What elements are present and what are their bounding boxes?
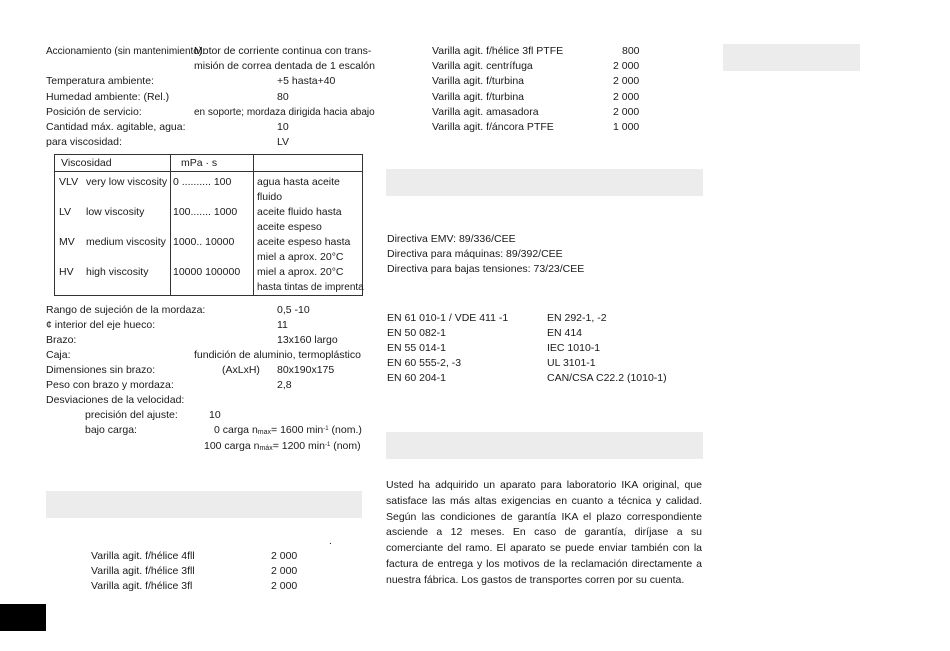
- table-cell-name: high viscosity: [86, 266, 149, 278]
- standard-item: EN 61 010-1 / VDE 411 -1: [387, 312, 509, 324]
- spec-humidity-label: Humedad ambiente: (Rel.): [46, 91, 170, 103]
- table-cell-code: VLV: [59, 176, 79, 188]
- table-cell-range: 100....... 1000: [173, 206, 238, 218]
- directive-item: Directiva EMV: 89/336/CEE: [387, 233, 516, 245]
- table-cell-desc: agua hasta aceite: [257, 176, 340, 188]
- warranty-text: Usted ha adquirido un aparato para laboratorio IKA original, que satisface las más altas exigencias en cuanto a técnica y calidad. Según las condiciones de garantía IKA el plazo correspondiente asciende a 12 meses. En caso de garantía, diríjase a su comerciante del ramo. El aparato se puede enviar también con la factura de entrega y los motivos de la reclamación directamente a nuestra fábrica. Los gastos de transportes corren por su cuenta.: [386, 479, 702, 586]
- standard-item: EN 414: [547, 327, 583, 339]
- spec-dimensions-value: 80x190x175: [277, 364, 335, 376]
- standard-item: EN 60 555-2, -3: [387, 357, 462, 369]
- spec-drive-value-1: Motor de corriente continua con trans-: [194, 45, 372, 57]
- accessory-value: 2 000: [613, 75, 640, 87]
- spec-drive-value-2: misión de correa dentada de 1 escalón: [194, 60, 375, 72]
- spec-dimensions-unit: (AxLxH): [222, 364, 260, 376]
- accessory-name: Varilla agit. f/turbina: [432, 91, 525, 103]
- accessory-name: Varilla agit. f/áncora PTFE: [432, 121, 554, 133]
- accessory-value: 2 000: [613, 106, 640, 118]
- spec-load-1: 0 carga $n_{max}= 1600$ $\min^{-1} (nom.)$: [214, 424, 362, 436]
- table-divider: [170, 155, 171, 295]
- standard-item: EN 55 014-1: [387, 342, 446, 354]
- spec-ambient-temp-value: +5 hasta+40: [277, 75, 336, 87]
- standard-item: EN 60 204-1: [387, 372, 446, 384]
- table-cell-name: low viscosity: [86, 206, 145, 218]
- section-header-bar: [386, 432, 703, 459]
- section-header-bar: [46, 491, 362, 518]
- spec-service-position-value: en soporte; mordaza dirigida hacia abajo: [194, 107, 375, 118]
- table-cell-desc: aceite espeso: [257, 221, 322, 233]
- table-cell-code: LV: [59, 206, 72, 218]
- spec-service-position-label: Posición de servicio:: [46, 106, 142, 118]
- standard-item: EN 292-1, -2: [547, 312, 607, 324]
- standard-item: IEC 1010-1: [547, 342, 601, 354]
- accessory-name: Varilla agit. f/hélice 3fll: [91, 565, 195, 577]
- viscosity-table: [54, 154, 363, 296]
- spec-viscosity-for-label: para viscosidad:: [46, 136, 122, 148]
- table-cell-desc: miel a aprox. 20°C: [257, 266, 344, 278]
- spec-weight-label: Peso con brazo y mordaza:: [46, 379, 174, 391]
- spec-shaft-diameter-label: ¢ interior del eje hueco:: [46, 319, 156, 331]
- accessory-name: Varilla agit. amasadora: [432, 106, 539, 118]
- standard-item: EN 50 082-1: [387, 327, 446, 339]
- accessory-value: 1 000: [613, 121, 640, 133]
- page-corner-marker: [0, 604, 46, 631]
- accessory-value: 2 000: [613, 91, 640, 103]
- standard-item: CAN/CSA C22.2 (1010-1): [547, 372, 667, 384]
- accessory-name: Varilla agit. f/turbina: [432, 75, 525, 87]
- table-cell-range: 0 .......... 100: [173, 176, 232, 188]
- accessory-name: Varilla agit. f/hélice 3fl PTFE: [432, 45, 564, 57]
- table-cell-range: 10000 100000: [173, 266, 241, 278]
- spec-arm-value: 13x160 largo: [277, 334, 338, 346]
- accessory-value: 2 000: [613, 60, 640, 72]
- table-cell-name: very low viscosity: [86, 176, 168, 188]
- table-cell-desc: fluido: [257, 191, 283, 203]
- standard-item: UL 3101-1: [547, 357, 596, 369]
- table-cell-desc: aceite fluido hasta: [257, 206, 342, 218]
- table-cell-desc: miel a aprox. 20°C: [257, 251, 344, 263]
- table-cell-desc: hasta tintas de imprenta: [257, 282, 364, 293]
- table-cell-range: 1000.. 10000: [173, 236, 235, 248]
- table-header-unit: mPa · s: [181, 157, 218, 169]
- table-cell-name: medium viscosity: [86, 236, 166, 248]
- section-header-bar: [386, 169, 703, 196]
- table-header-viscosity: Viscosidad: [61, 157, 112, 169]
- spec-arm-label: Brazo:: [46, 334, 77, 346]
- spec-shaft-diameter-value: 11: [277, 319, 288, 331]
- table-cell-desc: aceite espeso hasta: [257, 236, 351, 248]
- spec-load-2: 100 carga $n_{máx}= 1200$ $\min^{-1} (nom)$: [204, 440, 361, 452]
- directive-item: Directiva para bajas tensiones: 73/23/CEE: [387, 263, 585, 275]
- spec-clamp-range-label: Rango de sujeción de la mordaza:: [46, 304, 206, 316]
- accessory-value: 2 000: [271, 550, 298, 562]
- spec-adjust-precision-value: 10: [209, 409, 221, 421]
- separator-dot: .: [329, 535, 332, 547]
- spec-drive-label: Accionamiento (sin mantenimiento):: [46, 46, 205, 57]
- table-divider: [253, 155, 254, 295]
- spec-housing-label: Caja:: [46, 349, 71, 361]
- spec-weight-value: 2,8: [277, 379, 292, 391]
- accessory-name: Varilla agit. f/hélice 3fl: [91, 580, 193, 592]
- spec-clamp-range-value: 0,5 -10: [277, 304, 310, 316]
- warranty-paragraph: [386, 478, 702, 589]
- table-cell-code: HV: [59, 266, 74, 278]
- accessory-value: 800: [622, 45, 640, 57]
- spec-dimensions-label: Dimensiones sin brazo:: [46, 364, 156, 376]
- accessory-name: Varilla agit. f/hélice 4fll: [91, 550, 195, 562]
- table-cell-code: MV: [59, 236, 75, 248]
- spec-under-load-label: bajo carga:: [85, 424, 137, 436]
- spec-humidity-value: 80: [277, 91, 289, 103]
- accessory-value: 2 000: [271, 565, 298, 577]
- accessory-name: Varilla agit. centrífuga: [432, 60, 533, 72]
- spec-speed-deviation-label: Desviaciones de la velocidad:: [46, 394, 185, 406]
- spec-adjust-precision-label: precisión del ajuste:: [85, 409, 178, 421]
- accessory-value: 2 000: [271, 580, 298, 592]
- spec-max-quantity-label: Cantidad máx. agitable, agua:: [46, 121, 186, 133]
- spec-max-quantity-value: 10: [277, 121, 289, 133]
- directive-item: Directiva para máquinas: 89/392/CEE: [387, 248, 563, 260]
- section-header-bar: [723, 44, 860, 71]
- spec-ambient-temp-label: Temperatura ambiente:: [46, 75, 154, 87]
- spec-housing-value: fundición de aluminio, termoplástico: [194, 349, 361, 361]
- spec-viscosity-for-value: LV: [277, 136, 290, 148]
